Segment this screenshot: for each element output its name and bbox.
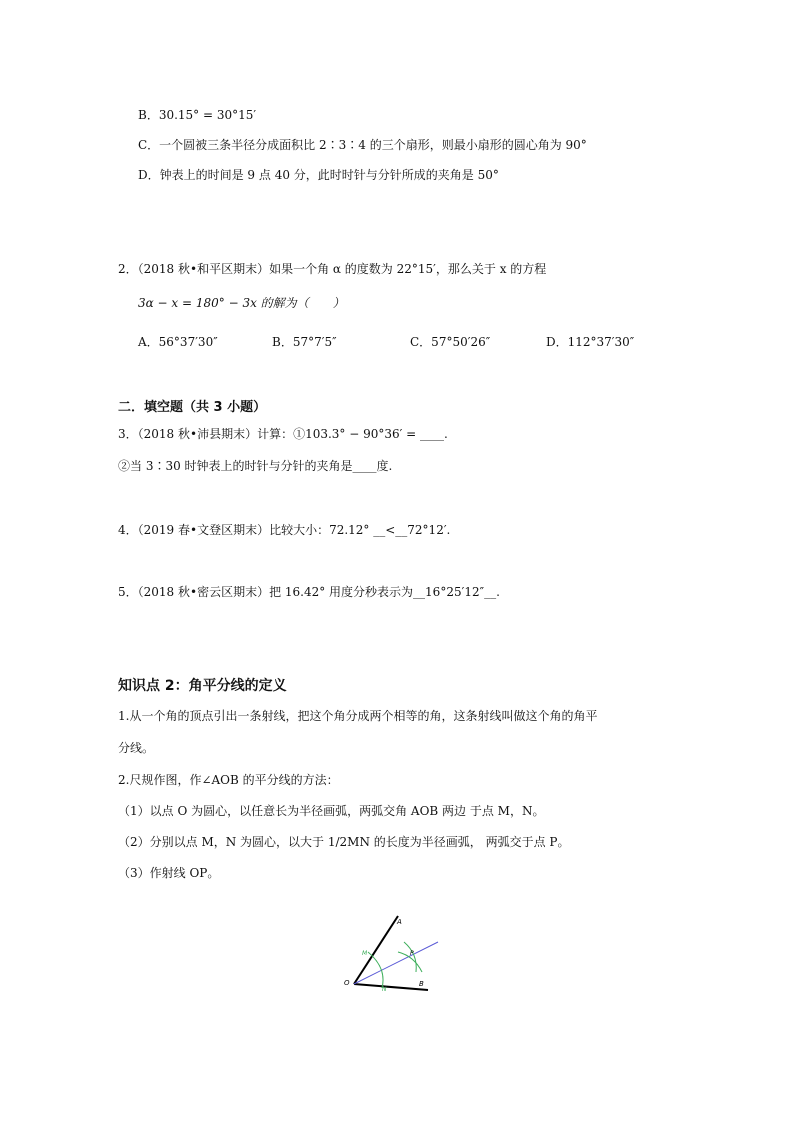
q2-option-b: B．57°7′5″ bbox=[272, 335, 337, 349]
definition-line2: 分线。 bbox=[118, 741, 155, 755]
q4-text: 4．（2019 春•文登区期末）比较大小：72.12° __<__72°12′. bbox=[118, 523, 451, 537]
definition-line1: 1.从一个角的顶点引出一条射线，把这个角分成两个相等的角，这条射线叫做这个角的角平 bbox=[118, 709, 598, 723]
label-o: O bbox=[344, 979, 350, 987]
q2-stem: 2．（2018 秋•和平区期末）如果一个角 α 的度数为 22°15′，那么关于 x 的方程 bbox=[118, 262, 547, 276]
construction-step3: （3）作射线 OP。 bbox=[118, 866, 220, 880]
q5-text: 5．（2018 秋•密云区期末）把 16.42° 用度分秒表示为__16°25′12″__. bbox=[118, 585, 500, 599]
q1-option-d: D．钟表上的时间是 9 点 40 分，此时时针与分针所成的夹角是 50° bbox=[138, 168, 499, 182]
construction-method-title: 2.尺规作图，作∠AOB 的平分线的方法： bbox=[118, 773, 339, 787]
construction-step1: （1）以点 O 为圆心，以任意长为半径画弧，两弧交角 AOB 两边 于点 M，N。 bbox=[118, 804, 545, 818]
q2-option-a: A．56°37′30″ bbox=[138, 335, 218, 349]
ray-oa bbox=[354, 916, 398, 984]
ray-ob bbox=[354, 984, 428, 990]
q3-line2: ②当 3∶30 时钟表上的时针与分针的夹角是____度. bbox=[118, 459, 393, 473]
q2-option-c: C．57°50′26″ bbox=[410, 335, 491, 349]
q1-option-b: B．30.15° = 30°15′ bbox=[138, 108, 257, 122]
label-n: N bbox=[382, 986, 387, 993]
label-m: M bbox=[362, 950, 368, 957]
label-a: A bbox=[397, 918, 402, 926]
label-b: B bbox=[419, 980, 424, 988]
q1-option-c: C．一个圆被三条半径分成面积比 2∶3∶4 的三个扇形，则最小扇形的圆心角为 90° bbox=[138, 138, 587, 152]
label-p: P bbox=[410, 950, 414, 957]
knowledge-point-2-title: 知识点 2：角平分线的定义 bbox=[118, 678, 287, 694]
q3-line1: 3．（2018 秋•沛县期末）计算：①103.3° − 90°36′ = ____. bbox=[118, 427, 448, 441]
construction-step2: （2）分别以点 M，N 为圆心，以大于 1/2MN 的长度为半径画弧， 两弧交于点 P。 bbox=[118, 835, 570, 849]
q2-option-d: D．112°37′30″ bbox=[546, 335, 635, 349]
angle-bisector-figure bbox=[332, 898, 464, 1022]
q2-equation: 3α − x = 180° − 3x 的解为（ ） bbox=[138, 296, 345, 310]
section-fill-in-title: 二．填空题（共 3 小题） bbox=[118, 400, 267, 415]
